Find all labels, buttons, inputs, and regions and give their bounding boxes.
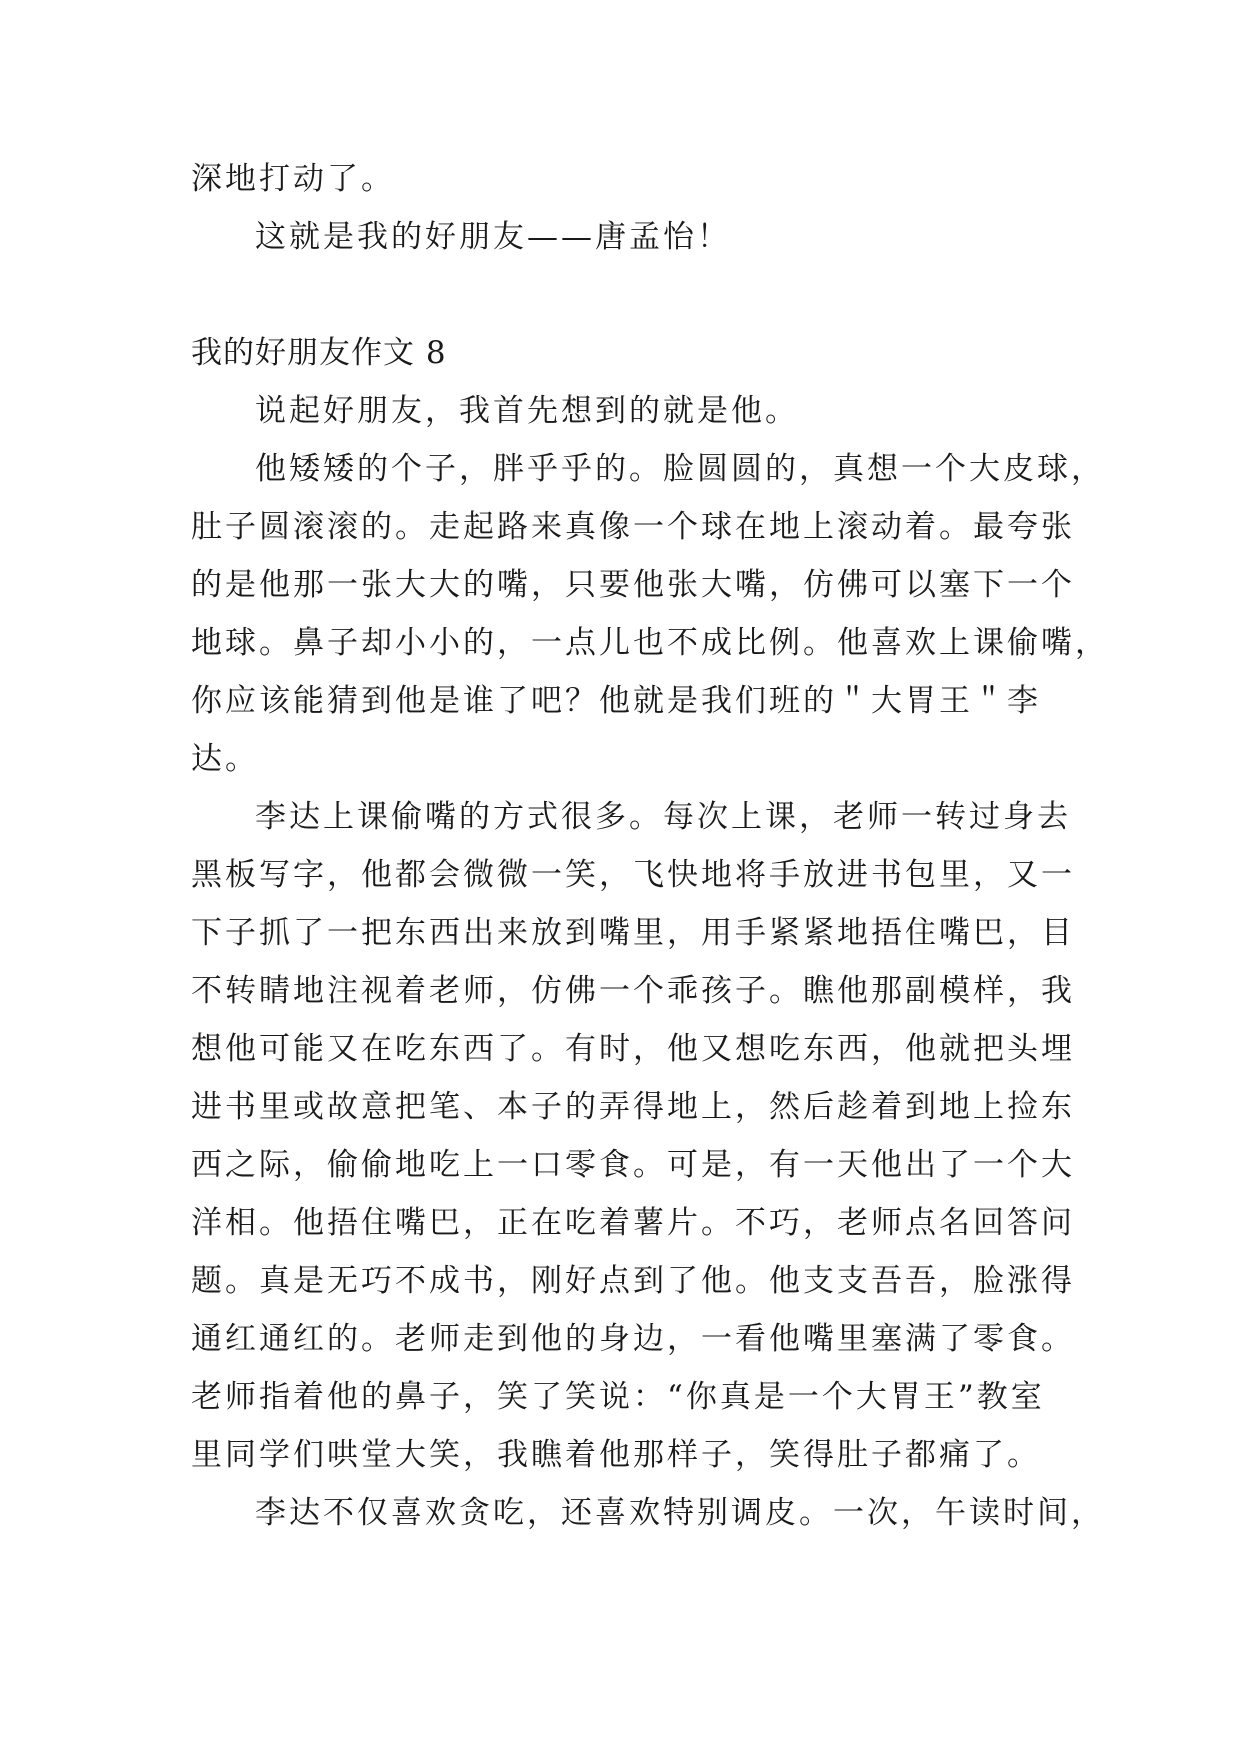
paragraph-line: 达。 (191, 741, 259, 777)
document-page (191, 150, 1109, 1542)
paragraph-line: 李达上课偷嘴的方式很多。每次上课，老师一转过身去 (255, 799, 1071, 835)
paragraph-line: 想他可能又在吃东西了。有时，他又想吃东西，他就把头埋 (191, 1031, 1075, 1067)
paragraph-line: 说起好朋友，我首先想到的就是他。 (255, 393, 799, 429)
paragraph-line: 通红通红的。老师走到他的身边，一看他嘴里塞满了零食。 (191, 1321, 1075, 1357)
paragraph-line: 地球。鼻子却小小的，一点儿也不成比例。他喜欢上课偷嘴， (191, 625, 1109, 661)
paragraph-line: 深地打动了。 (191, 161, 395, 197)
paragraph-line: 的是他那一张大大的嘴，只要他张大嘴，仿佛可以塞下一个 (191, 567, 1075, 603)
paragraph-line: 题。真是无巧不成书，刚好点到了他。他支支吾吾，脸涨得 (191, 1263, 1075, 1299)
paragraph-line: 洋相。他捂住嘴巴，正在吃着薯片。不巧，老师点名回答问 (191, 1205, 1075, 1241)
paragraph-line: 肚子圆滚滚的。走起路来真像一个球在地上滚动着。最夸张 (191, 509, 1075, 545)
paragraph-line: 李达不仅喜欢贪吃，还喜欢特别调皮。一次，午读时间， (255, 1495, 1105, 1531)
paragraph-line: 这就是我的好朋友——唐孟怡！ (255, 219, 731, 255)
paragraph-line: 你应该能猜到他是谁了吧？他就是我们班的＂大胃王＂李 (191, 683, 1041, 719)
paragraph-line: 西之际，偷偷地吃上一口零食。可是，有一天他出了一个大 (191, 1147, 1075, 1183)
section-heading: 我的好朋友作文 8 (191, 335, 447, 371)
paragraph-line: 下子抓了一把东西出来放到嘴里，用手紧紧地捂住嘴巴，目 (191, 915, 1075, 951)
paragraph-line: 他矮矮的个子，胖乎乎的。脸圆圆的，真想一个大皮球， (255, 451, 1105, 487)
blank-line (191, 266, 1053, 324)
paragraph-line: 进书里或故意把笔、本子的弄得地上，然后趁着到地上捡东 (191, 1089, 1075, 1125)
paragraph-line: 里同学们哄堂大笑，我瞧着他那样子，笑得肚子都痛了。 (191, 1437, 1041, 1473)
paragraph-line: 黑板写字，他都会微微一笑，飞快地将手放进书包里，又一 (191, 857, 1075, 893)
paragraph-line: 不转睛地注视着老师，仿佛一个乖孩子。瞧他那副模样，我 (191, 973, 1075, 1009)
paragraph-line: 老师指着他的鼻子，笑了笑说：“你真是一个大胃王”教室 (191, 1379, 1045, 1415)
